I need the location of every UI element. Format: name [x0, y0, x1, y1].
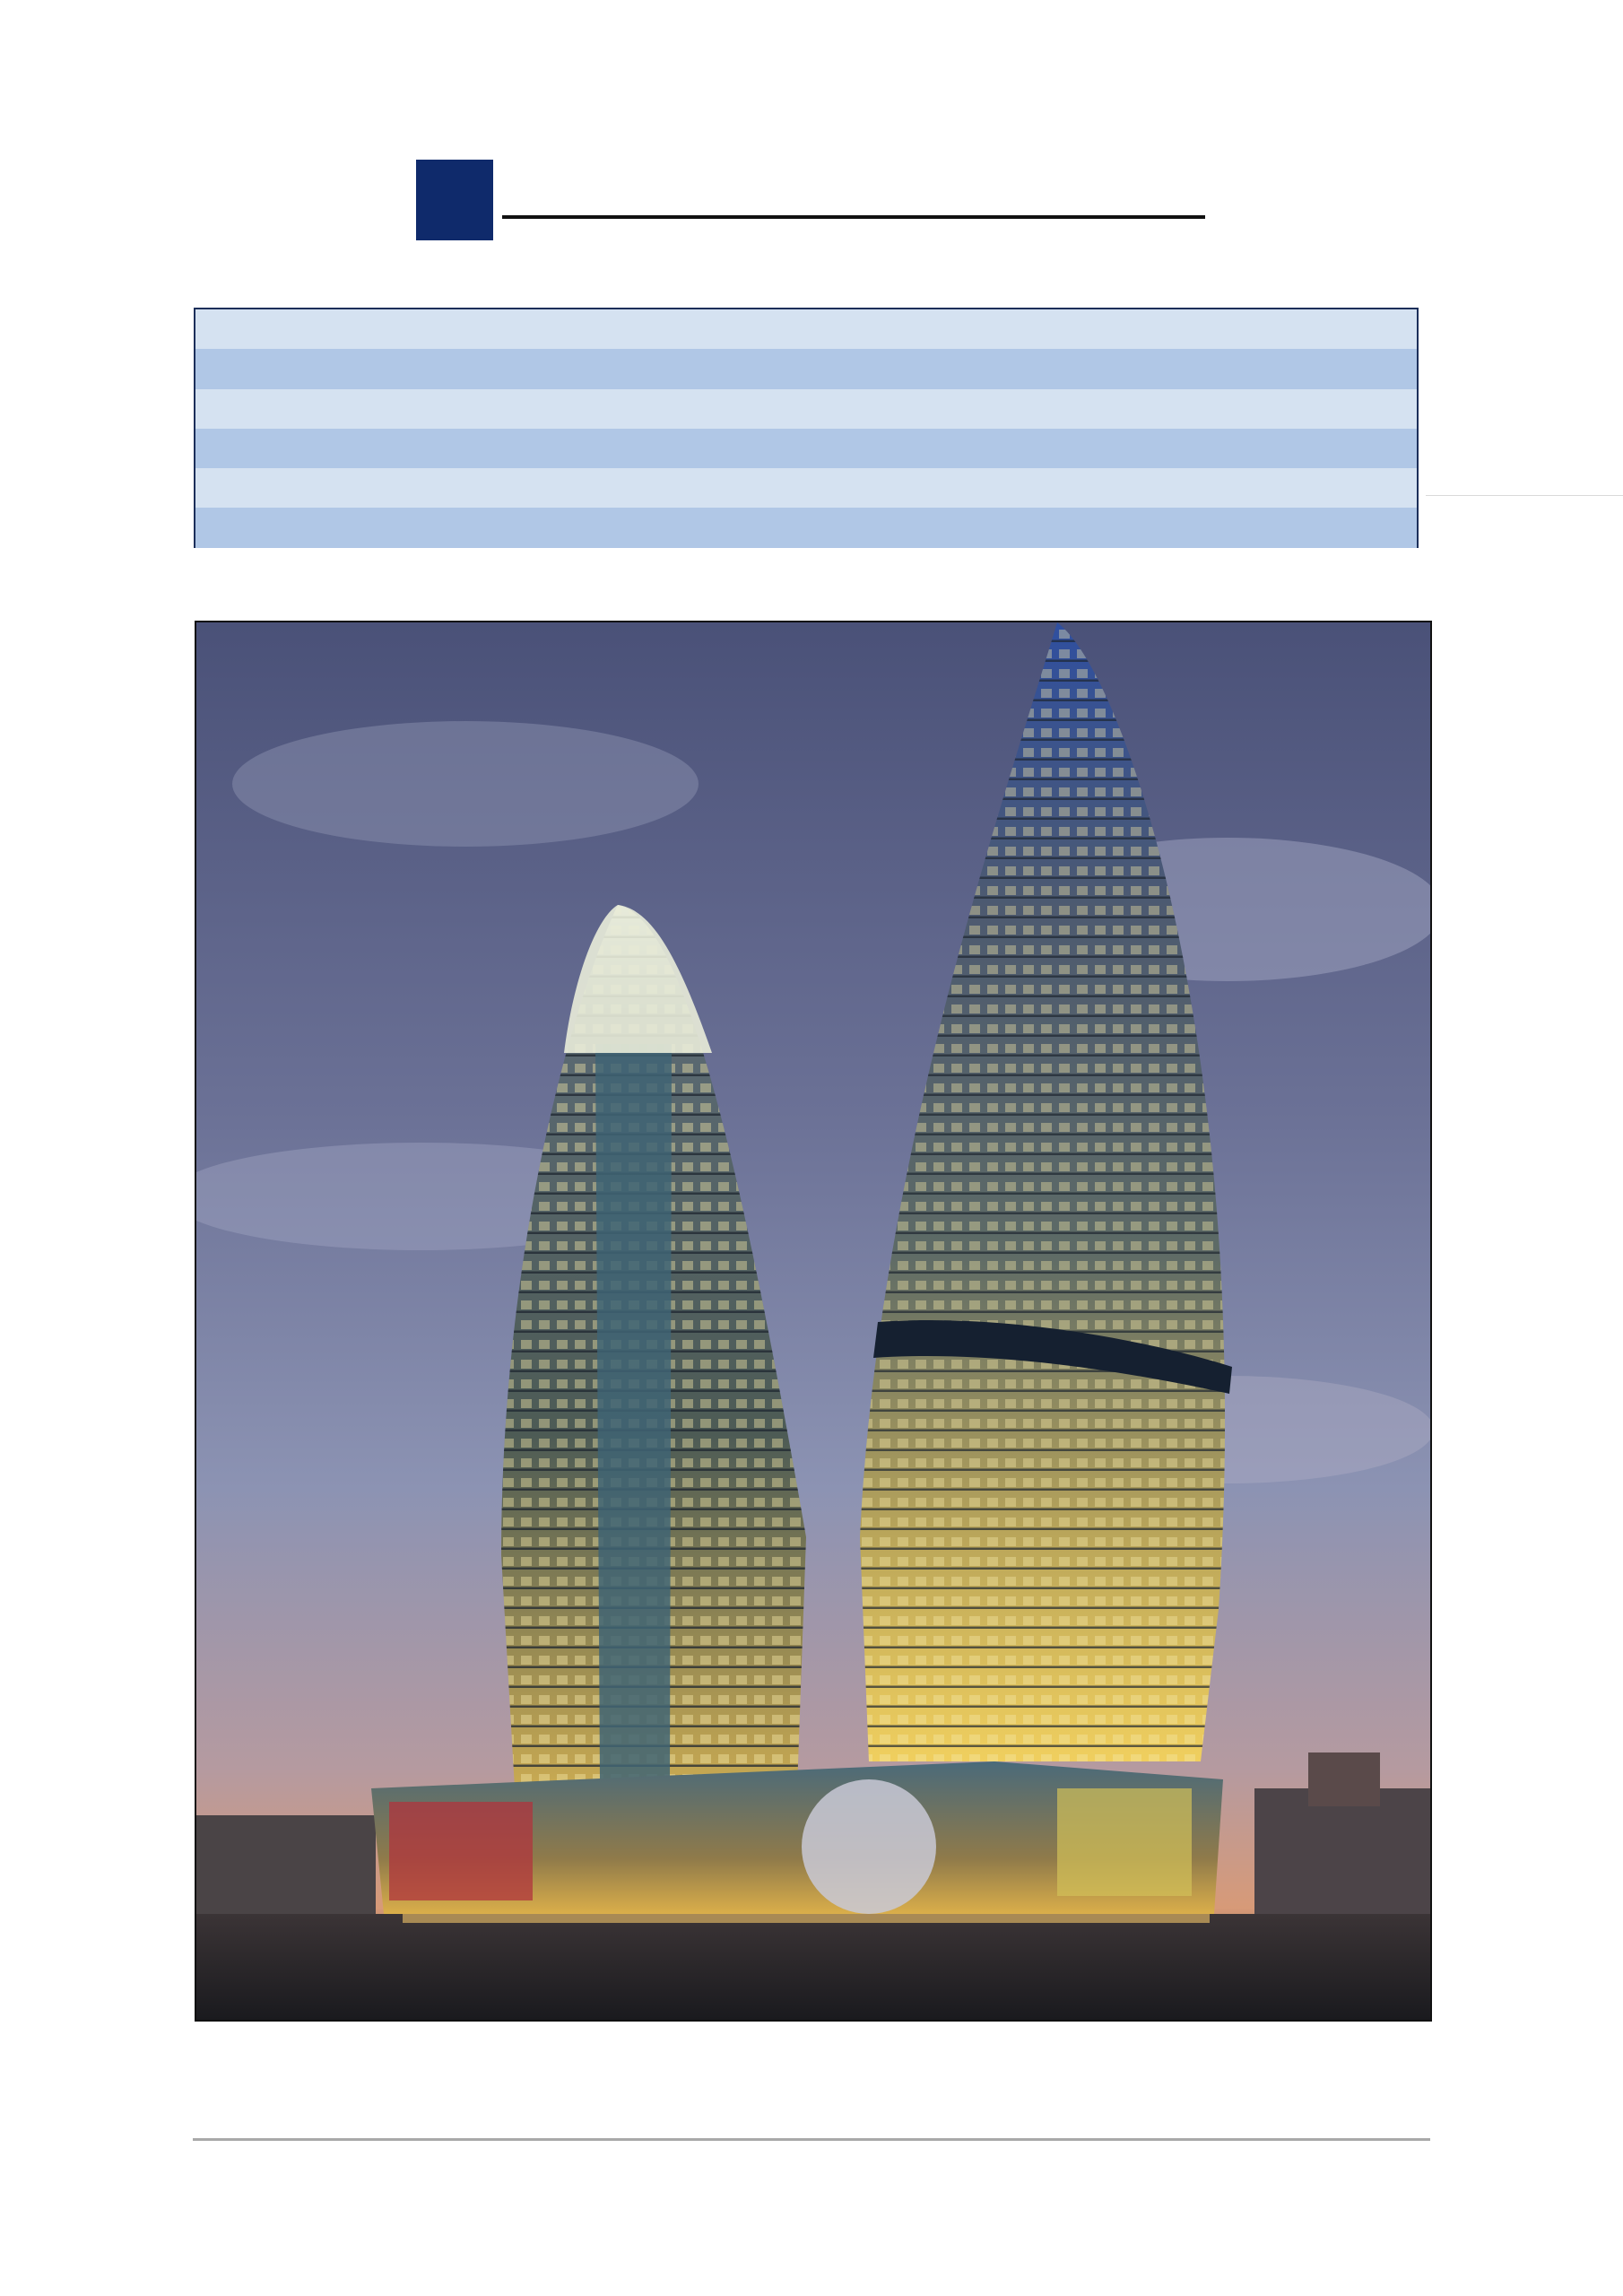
- company-logo: [416, 160, 493, 240]
- podium-screen: [389, 1802, 533, 1900]
- cloud: [232, 721, 699, 847]
- left-tower-spine: [595, 1044, 672, 1779]
- project-info-table: [194, 308, 1419, 548]
- table-row-location: [195, 349, 1417, 388]
- table-row-project: [195, 309, 1417, 349]
- footer-divider: [193, 2138, 1430, 2141]
- tower-rendering-image: [195, 621, 1432, 2022]
- street-lights: [403, 1914, 1210, 1923]
- table-row-type: [195, 389, 1417, 429]
- brand-owner-name: [418, 106, 1207, 142]
- podium-screen: [1057, 1788, 1192, 1896]
- table-row-date: [195, 429, 1417, 468]
- company-name: [500, 152, 1205, 213]
- page-number-rule: [1426, 495, 1623, 496]
- background-building: [1308, 1752, 1380, 1806]
- background-building: [1254, 1788, 1430, 1932]
- office-cities: [502, 222, 1207, 244]
- media-globe: [802, 1779, 936, 1914]
- street-ground: [196, 1914, 1430, 2020]
- brand-divider: [502, 215, 1205, 219]
- table-row-total-area: [195, 508, 1417, 547]
- table-row-value: [195, 468, 1417, 508]
